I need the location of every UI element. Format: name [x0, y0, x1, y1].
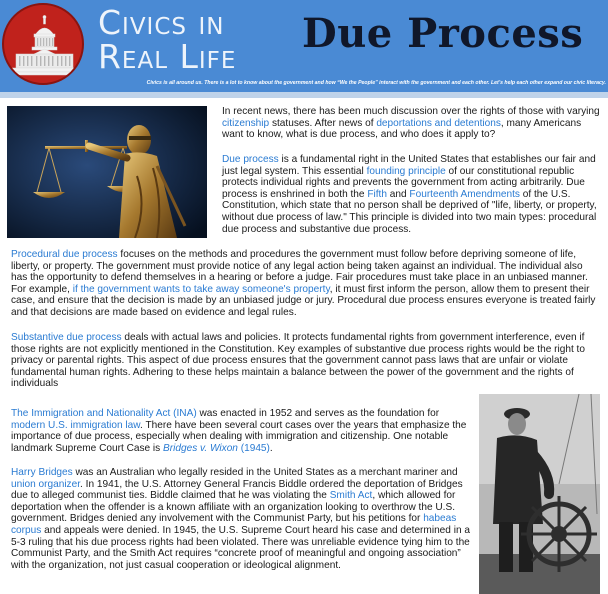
substantive-paragraph: [11, 332, 601, 390]
substantive-text-1: deals with actual laws and policies. It protects fundamental rights from government interference, even if those rights are not explicitly mentioned in the Constitution. Key examples of substantive due process rights would be the right to privacy or parental rights. This aspect of due process ensures that the government cannot pass laws that are unfair or violate fundamental human rights. Adhering to these helps maintain a balance between the power of the government and the rights of individuals: [11, 332, 585, 390]
series-brand: [98, 3, 258, 76]
intro-text-2: statuses. After news of: [269, 117, 377, 129]
bridges-text-3: , which allowed for deportation when the offender is a known affiliate with an organization looking to overthrow the U.S. government. Bridges denied any involvement with the Communist Party, but his petitions for: [11, 490, 456, 525]
substantive-due-process-link[interactable]: Substantive due process: [11, 332, 122, 343]
procedural-paragraph: [11, 249, 601, 319]
fifth-amendment-link[interactable]: Fifth: [367, 188, 387, 200]
article-body: [0, 92, 608, 590]
bridges-v-wixon-link[interactable]: Bridges v. Wixon: [163, 442, 238, 454]
fourteenth-amendment-link[interactable]: Fourteenth Amendments: [409, 188, 520, 200]
ina-text-3: .: [269, 442, 273, 454]
page-title: Due Process: [302, 10, 584, 57]
brand-line-2: Real Life: [98, 37, 237, 76]
property-link[interactable]: if the government wants to take away someone's property: [72, 283, 330, 295]
intro-text-1: In recent news, there has been much discussion over the rights of those with varying: [222, 106, 600, 117]
lady-justice-icon: [7, 106, 207, 238]
ina-text-2: . There have been several court cases over the years that emphasize the importance of due process, especially when dealing with immigration and citizenship. One notable landmark Supreme Court Case is: [11, 419, 467, 454]
immigration-law-link[interactable]: modern U.S. immigration law: [11, 419, 141, 431]
intro-text-3: , many Americans want to know, what is due process, and who does it apply to?: [222, 117, 582, 141]
tagline: Civics is all around us. There is a lot to know about the government and how “We the People” interact with the government and each other. Let’s help each other expand our civic literacy.: [146, 80, 606, 86]
definition-text-4: of the U.S. Constitution, which state that no person shall be deprived of "life, liberty, or property, without due process of law." This principle is divided into two main types: procedural due process and substantive due process.: [222, 188, 597, 235]
brand-line-1: Civics in: [98, 3, 225, 42]
definition-paragraph: [222, 154, 602, 235]
harry-bridges-icon: [479, 394, 600, 594]
capitol-logo: [2, 3, 84, 85]
definition-text-1: is a fundamental right in the United States that establishes our fair and just legal system. This essential: [222, 154, 596, 177]
bridges-text-4: and appeals were denied. In 1945, the U.S. Supreme Court heard his case and determined in a 5-3 ruling that his due process rights had been violated. There was unreliable evidence tying him to the Communist Party, and the Smith Act requires “concrete proof of meaningful and ongoing association” with the organization, not just casual cooperation or ideological alignment.: [11, 524, 470, 571]
procedural-text-2: , it must first inform the person, allow them to present their case, and ensure that the decision is made by an unbiased judge or jury. Procedural due process ensures everyone is treated fairly and that decisions are made based on evidence and legal rules.: [11, 283, 596, 318]
lady-justice-photo: [7, 106, 207, 238]
header-banner: [0, 0, 608, 92]
deportations-link[interactable]: deportations and detentions: [376, 117, 501, 129]
ina-link[interactable]: The Immigration and Nationality Act (INA): [11, 408, 197, 419]
habeas-corpus-link[interactable]: habeas corpus: [11, 513, 457, 536]
bridges-v-wixon-year-link[interactable]: (1945): [237, 442, 270, 454]
founding-principle-link[interactable]: founding principle: [366, 165, 446, 177]
definition-text-2: of our constitutional republic protects individual rights and prevents the government from acting arbitrarily. Due process is enshrined in both the: [222, 165, 585, 200]
ina-text-1: was enacted in 1952 and serves as the foundation for: [196, 408, 440, 419]
bridges-text-2: . In 1941, the U.S. Attorney General Francis Biddle ordered the deportation of Bridges due to alleged communist ties. Biddle claimed that he was violating the: [11, 478, 463, 502]
harry-bridges-link[interactable]: Harry Bridges: [11, 467, 73, 478]
capitol-icon: [4, 5, 84, 85]
citizenship-link[interactable]: citizenship: [222, 117, 270, 129]
due-process-link[interactable]: Due process: [222, 154, 279, 165]
definition-text-3: and: [386, 188, 410, 200]
intro-paragraph: [222, 106, 600, 141]
bridges-paragraph: [11, 467, 473, 571]
harry-bridges-photo: [479, 394, 600, 594]
union-organizer-link[interactable]: union organizer: [11, 478, 81, 490]
procedural-due-process-link[interactable]: Procedural due process: [11, 249, 118, 260]
smith-act-link[interactable]: Smith Act: [329, 490, 373, 502]
procedural-text-1: focuses on the methods and procedures the government must follow before depriving someone of life, liberty, or property. The government must provide notice of any legal action being taken against an individual. The individual also has the opportunity to defend themselves in a hearing or before a judge. Fair procedures must take place in an unbiased manner. For example,: [11, 249, 588, 295]
bridges-text-1: was an Australian who legally resided in the United States as a merchant mariner and: [72, 467, 458, 478]
ina-paragraph: [11, 408, 473, 454]
